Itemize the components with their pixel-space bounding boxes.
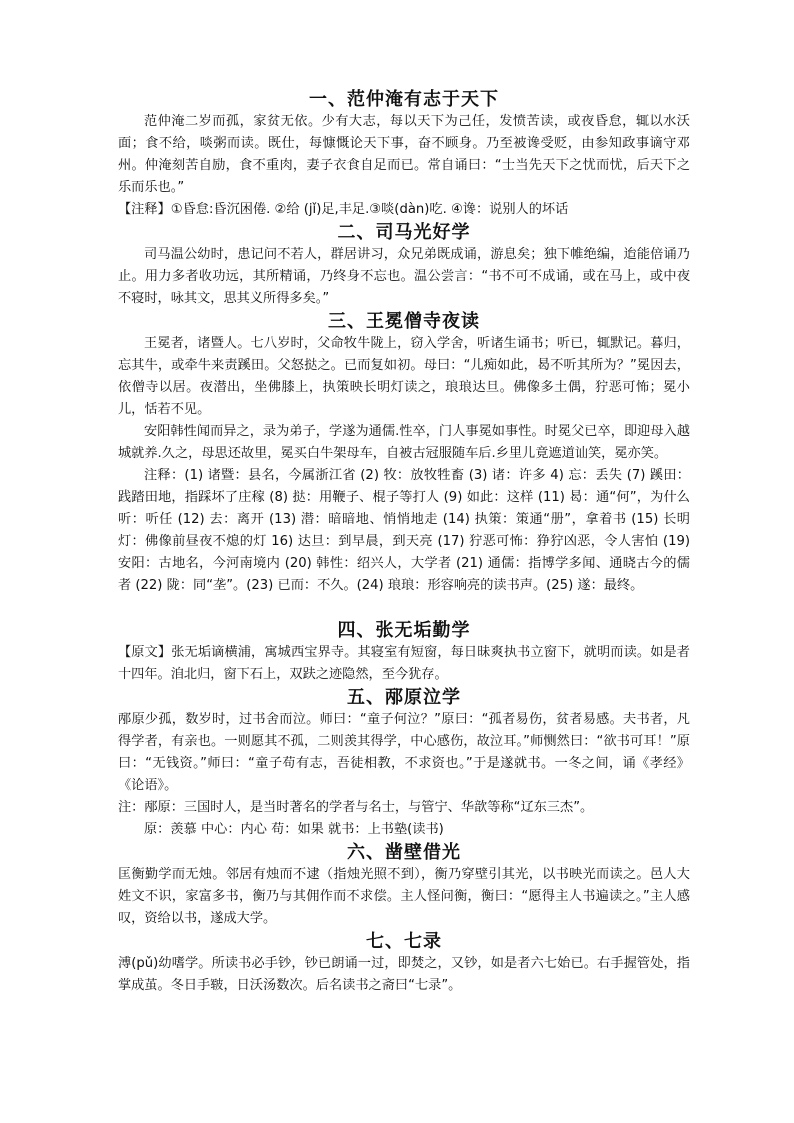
section-title: 六、凿壁借光 xyxy=(347,842,461,863)
section-note: 注：邴原：三国时人，是当时著名的学者与名士，与管宁、华歆等称“辽东三杰”。 xyxy=(118,800,594,815)
section-title: 二、司马光好学 xyxy=(337,222,471,243)
section-note: 【注释】①昏怠:昏沉困倦. ②给 (jǐ)足,丰足.③啖(dàn)吃. ④谗：说别人的坏话 xyxy=(118,202,569,217)
section-title: 四、张无垢勤学 xyxy=(337,620,471,641)
section-paragraph: 范仲淹二岁而孤，家贫无依。少有大志，每以天下为己任，发愤苦读，或夜昏怠，辄以水沃面；食不给，啖粥而读。既仕，每慷慨论天下事，奋不顾身。乃至被谗受贬，由参知政事谪守邓州。仲淹刻苦自励，食不重肉，妻子衣食自足而已。常自诵曰：“士当先天下之忧而忧，后天下之乐而乐也。” xyxy=(118,114,690,195)
section-paragraph: 王冕者，诸暨人。七八岁时，父命牧牛陇上，窃入学舍，听诸生诵书；听已，辄默记。暮归，忘其牛，或牵牛来责蹊田。父怒挞之。已而复如初。母曰：“儿痴如此，曷不听其所为？”冕因去，依僧寺以居。夜潜出，坐佛膝上，执策映长明灯读之，琅琅达旦。佛像多土偶，狞恶可怖；冕小儿，恬若不见。 xyxy=(118,336,690,417)
section-paragraph: 【原文】张无垢谪横浦，寓城西宝界寺。其寝室有短窗，每日昧爽执书立窗下，就明而读。如是者十四年。洎北归，窗下石上，双趺之迹隐然，至今犹存。 xyxy=(118,645,690,682)
section-paragraph: 匡衡勤学而无烛。邻居有烛而不逮（指烛光照不到），衡乃穿壁引其光，以书映光而读之。邑人大姓文不识，家富多书，衡乃与其佣作而不求偿。主人怪问衡，衡曰：“愿得主人书遍读之。”主人感叹，资给以书，遂成大学。 xyxy=(118,867,690,926)
section-paragraph: 邴原少孤，数岁时，过书舍而泣。师曰：“童子何泣？”原曰：“孤者易伤，贫者易感。夫书者，凡得学者，有亲也。一则愿其不孤，二则羡其得学，中心感伤，故泣耳。”师恻然曰：“欲书可耳！”原曰：“无钱资。”师曰：“童子苟有志，吾徒相教，不求资也。”于是遂就书。一冬之间，诵《孝经》《论语》。 xyxy=(118,712,690,793)
section-note: 原：羡慕 中心：内心 苟：如果 就书：上书塾(读书) xyxy=(144,822,444,837)
section-title: 五、邴原泣学 xyxy=(347,687,461,708)
section-paragraph: 溥(pǔ)幼嗜学。所读书必手钞，钞已朗诵一过，即焚之，又钞，如是者六七始已。右手握管处，指掌成茧。冬日手皲，日沃汤数次。后名读书之斋曰“七录”。 xyxy=(118,956,690,993)
section-paragraph: 安阳韩性闻而异之，录为弟子，学遂为通儒.性卒，门人事冕如事性。时冕父已卒，即迎母入越城就养.久之，母思还故里，冕买白牛架母车，自被古冠服随车后.乡里儿竟遮道讪笑，冕亦笑。 xyxy=(118,424,690,461)
section-title: 七、七录 xyxy=(366,931,442,952)
section-paragraph: 司马温公幼时，患记问不若人，群居讲习，众兄弟既成诵，游息矣；独下帷绝编，迨能倍诵乃止。用力多者收功远，其所精诵，乃终身不忘也。温公尝言：“书不可不成诵，或在马上，或中夜不寝时，咏其文，思其义所得多矣。” xyxy=(118,247,691,306)
section-spacer xyxy=(118,597,690,619)
section-title: 三、王冕僧寺夜读 xyxy=(328,311,480,332)
section-note: 注释：(1) 诸暨：县名，今属浙江省 (2) 牧：放牧牲畜 (3) 诸：许多 4) 忘：丢失 (7) 蹊田：践踏田地，指踩坏了庄稼 (8) 挞：用鞭子、棍子等打人 (9) 如此：这样 (11) 曷：通“何”，为什么 听：听任 (12) 去：离开 (13) 潜：暗暗地、悄悄地走 (14) 执策：策通“册”，拿着书 (15) 长明灯：佛像前昼夜不熄的灯 16) 达旦：到早晨，到天亮 (17) 狞恶可怖：狰狞凶恶，令人害怕 (19) 安阳：古地名，今河南境内 (20) 韩性：绍兴人，大学者 (21) 通儒：指博学多闻、通晓古今的儒者 (22) 陇：同“垄”。(23) 已而：不久。(24) 琅琅：形容响亮的读书声。(25) 遂：最终。 xyxy=(118,468,690,593)
document-page xyxy=(118,88,690,997)
section-title: 一、范仲淹有志于天下 xyxy=(309,89,499,110)
